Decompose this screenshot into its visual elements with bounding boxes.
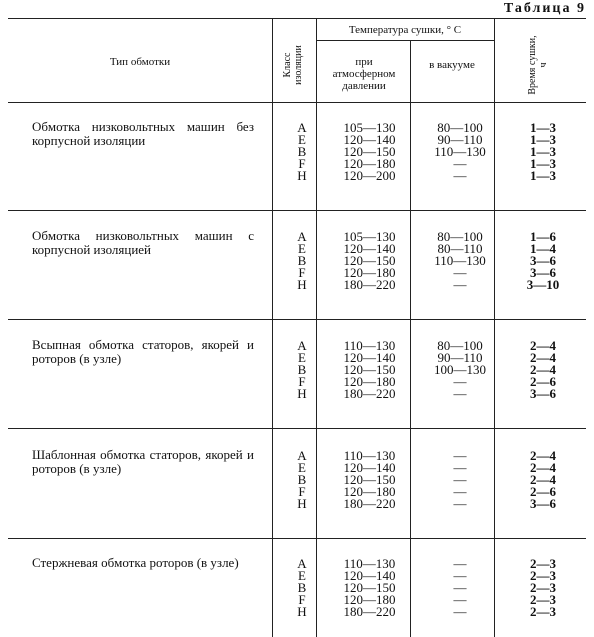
temp-vacuum-cell: 90—110	[437, 132, 483, 147]
drying-time-cell: 1—4	[530, 241, 556, 256]
temp-vacuum-cell: —	[453, 484, 467, 499]
drying-time-cell: 1—3	[530, 120, 556, 135]
temp-vacuum-cell: —	[453, 460, 467, 475]
insulation-class-cell: A	[297, 120, 307, 135]
drying-time-cell: 2—4	[530, 350, 556, 365]
drying-time-cell: 3—10	[526, 277, 560, 292]
temp-atmospheric-cell: 105—130	[343, 229, 396, 244]
insulation-class-cell: B	[297, 580, 307, 595]
group-separator	[8, 319, 586, 320]
temp-vacuum-cell: —	[453, 168, 467, 183]
temp-atmospheric-cell: 120—180	[343, 592, 396, 607]
temp-atmospheric-cell: 120—140	[343, 132, 396, 147]
table-top-border	[8, 18, 586, 19]
temp-vacuum-cell: 80—100	[437, 229, 483, 244]
group-separator	[8, 538, 586, 539]
insulation-class-cell: B	[297, 362, 307, 377]
temp-atmospheric-cell: 120—150	[343, 580, 396, 595]
drying-time-cell: 2—3	[530, 604, 556, 619]
drying-time-cell: 1—3	[530, 168, 556, 183]
temp-atmospheric-cell: 110—130	[343, 448, 396, 463]
insulation-class-cell: A	[297, 556, 307, 571]
temp-atmospheric-cell: 120—150	[343, 362, 396, 377]
temp-vacuum-cell: —	[453, 592, 467, 607]
col-divider-class	[316, 18, 317, 637]
header-drying-time: Время сушки, ч	[527, 35, 549, 95]
winding-type-name: Стержневая обмотка роторов (в узле)	[32, 555, 239, 570]
temp-atmospheric-cell: 180—220	[343, 386, 396, 401]
temp-vacuum-cell: —	[453, 156, 467, 171]
insulation-class-cell: F	[298, 265, 306, 280]
header-drying-temp: Температура сушки, ° С	[348, 24, 462, 36]
insulation-class-cell: B	[297, 144, 307, 159]
drying-time-cell: 1—6	[530, 229, 556, 244]
drying-time-cell: 2—3	[530, 556, 556, 571]
temp-vacuum-cell: 80—100	[437, 338, 483, 353]
temp-atmospheric-cell: 120—140	[343, 241, 396, 256]
temp-atmospheric-cell: 120—180	[343, 265, 396, 280]
drying-time-cell: 2—4	[530, 362, 556, 377]
header-insulation-class: Класс изоляции	[282, 45, 304, 85]
group-separator	[8, 428, 586, 429]
insulation-class-cell: F	[298, 374, 306, 389]
drying-time-cell: 2—4	[530, 472, 556, 487]
temp-atmospheric-cell: 120—180	[343, 374, 396, 389]
temp-atmospheric-cell: 120—140	[343, 460, 396, 475]
temp-vacuum-cell: —	[453, 265, 467, 280]
data-table	[8, 18, 586, 637]
temp-atmospheric-cell: 180—220	[343, 604, 396, 619]
temp-vacuum-cell: 80—100	[437, 120, 483, 135]
insulation-class-cell: B	[297, 472, 307, 487]
insulation-class-cell: A	[297, 229, 307, 244]
temp-vacuum-cell: —	[453, 472, 467, 487]
temp-vacuum-cell: —	[453, 374, 467, 389]
temp-vacuum-cell: —	[453, 386, 467, 401]
drying-time-cell: 1—3	[530, 144, 556, 159]
insulation-class-cell: F	[298, 592, 306, 607]
insulation-class-cell: E	[298, 568, 306, 583]
drying-time-cell: 3—6	[530, 253, 556, 268]
insulation-class-cell: H	[297, 277, 307, 292]
temp-vacuum-cell: 90—110	[437, 350, 483, 365]
header-winding-type: Тип обмотки	[109, 56, 171, 68]
col-divider-vac	[494, 18, 495, 637]
temp-vacuum-cell: —	[453, 568, 467, 583]
temp-vacuum-cell: 100—130	[434, 362, 486, 377]
temp-atmospheric-cell: 120—150	[343, 472, 396, 487]
group-separator	[8, 210, 586, 211]
drying-time-cell: 2—6	[530, 484, 556, 499]
winding-type-name: Шаблонная обмотка статоров, якорей и роторов (в узле)	[32, 447, 254, 476]
insulation-class-cell: H	[297, 386, 307, 401]
temp-atmospheric-cell: 110—130	[343, 338, 396, 353]
temp-vacuum-cell: —	[453, 556, 467, 571]
drying-time-cell: 2—3	[530, 592, 556, 607]
winding-type-name: Обмотка низковольтных машин без корпусной изоляции	[32, 119, 254, 148]
temp-atmospheric-cell: 120—200	[343, 168, 396, 183]
temp-vacuum-cell: —	[453, 277, 467, 292]
winding-type-name: Обмотка низковольтных машин с корпусной изоляцией	[32, 228, 254, 257]
col-divider-type	[272, 18, 273, 637]
temp-atmospheric-cell: 120—140	[343, 350, 396, 365]
insulation-class-cell: F	[298, 484, 306, 499]
drying-time-cell: 1—3	[530, 132, 556, 147]
temp-vacuum-cell: —	[453, 604, 467, 619]
insulation-class-cell: E	[298, 460, 306, 475]
insulation-class-cell: H	[297, 604, 307, 619]
insulation-class-cell: E	[298, 241, 306, 256]
insulation-class-cell: E	[298, 350, 306, 365]
drying-time-cell: 2—4	[530, 448, 556, 463]
table-caption: Таблица 9	[503, 1, 586, 16]
drying-time-cell: 2—3	[530, 580, 556, 595]
drying-time-cell: 2—4	[530, 460, 556, 475]
insulation-class-cell: H	[297, 496, 307, 511]
temp-atmospheric-cell: 120—140	[343, 568, 396, 583]
temp-atmospheric-cell: 120—150	[343, 144, 396, 159]
temp-atmospheric-cell: 120—180	[343, 156, 396, 171]
insulation-class-cell: A	[297, 338, 307, 353]
drying-time-cell: 2—4	[530, 338, 556, 353]
insulation-class-cell: F	[298, 156, 306, 171]
drying-time-cell: 1—3	[530, 156, 556, 171]
temp-vacuum-cell: —	[453, 580, 467, 595]
header-at-atmospheric: при атмосферном давлении	[332, 56, 396, 92]
temp-atmospheric-cell: 180—220	[343, 496, 396, 511]
winding-type-name: Всыпная обмотка статоров, якорей и роторов (в узле)	[32, 337, 254, 366]
temp-subheader-divider	[316, 40, 494, 41]
temp-atmospheric-cell: 120—150	[343, 253, 396, 268]
temp-vacuum-cell: —	[453, 496, 467, 511]
drying-time-cell: 3—6	[530, 386, 556, 401]
temp-atmospheric-cell: 110—130	[343, 556, 396, 571]
insulation-class-cell: H	[297, 168, 307, 183]
temp-vacuum-cell: 110—130	[434, 253, 486, 268]
drying-time-cell: 3—6	[530, 496, 556, 511]
temp-vacuum-cell: —	[453, 448, 467, 463]
temp-atmospheric-cell: 180—220	[343, 277, 396, 292]
temp-vacuum-cell: 80—110	[437, 241, 483, 256]
temp-atmospheric-cell: 105—130	[343, 120, 396, 135]
temp-vacuum-cell: 110—130	[434, 144, 486, 159]
header-in-vacuum: в вакууме	[429, 59, 475, 71]
insulation-class-cell: E	[298, 132, 306, 147]
drying-time-cell: 2—6	[530, 374, 556, 389]
temp-atmospheric-cell: 120—180	[343, 484, 396, 499]
insulation-class-cell: B	[297, 253, 307, 268]
drying-time-cell: 3—6	[530, 265, 556, 280]
insulation-class-cell: A	[297, 448, 307, 463]
drying-time-cell: 2—3	[530, 568, 556, 583]
